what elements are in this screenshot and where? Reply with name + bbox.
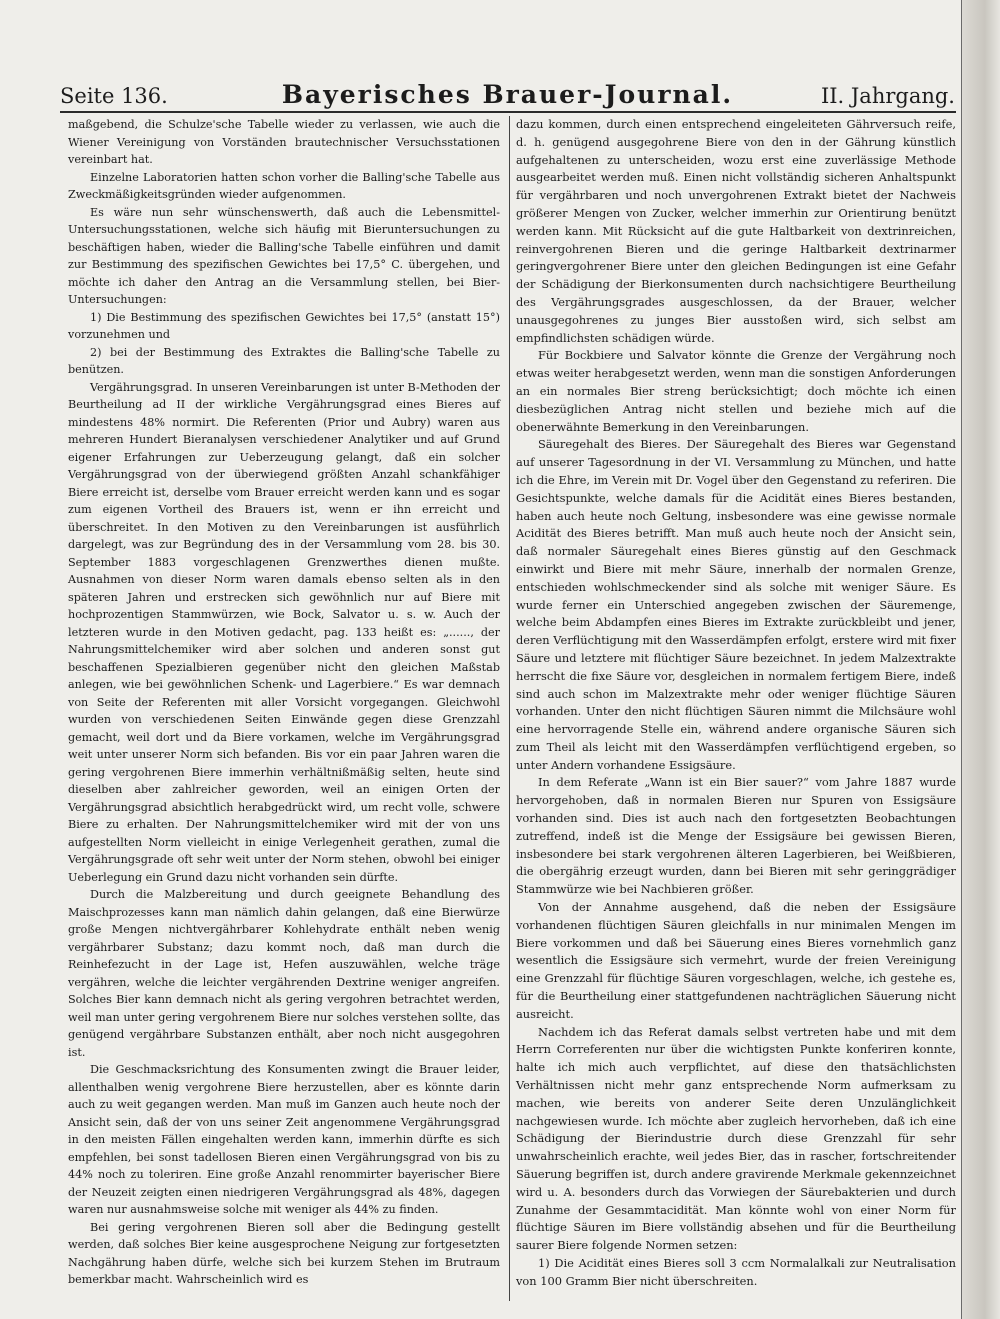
paragraph: Bei gering vergohrenen Bieren soll aber die Bedingung gestellt werden, daß solches Bier keine ausgesprochene Neigung zur fortgesetzten Nachgährung haben dürfe, welche sich bei kurzem Stehen im Brutraum bemerkbar macht. Wahrscheinlich wird es [68, 1220, 500, 1286]
paragraph: 1) Die Bestimmung des spezifischen Gewichtes bei 17,5° (anstatt 15°) vorzunehmen und [68, 310, 500, 341]
paragraph: Die Geschmacksrichtung des Konsumenten zwingt die Brauer leider, allenthalben wenig vergohrene Biere herzustellen, aber es könnte darin auch zu weit gegangen werden. Man muß im Ganzen auch heute noch der Ansicht sein, daß der von uns seiner Zeit angenommene Vergährungsgrad in den meisten Fällen eingehalten werden kann, immerhin dürfte es sich empfehlen, bei sonst tadellosen Bieren einen Vergährungsgrad von bis zu 44% noch zu toleriren. Eine große Anzahl renommirter bayerischer Biere der Neuzeit zeigten einen niedrigeren Vergährungsgrad als 48%, dagegen waren nur ausnahmsweise solche mit weniger als 44% zu finden. [68, 1063, 500, 1216]
journal-title: Bayerisches Brauer-Journal. [281, 80, 734, 109]
paragraph: Einzelne Laboratorien hatten schon vorher die Balling'sche Tabelle aus Zweckmäßigkeitsgründen wieder aufgenommen. [68, 170, 500, 201]
paragraph: 1) Die Acidität eines Bieres soll 3 ccm Normalalkali zur Neutralisation von 100 Gramm Bier nicht überschreiten. [516, 1256, 956, 1288]
paragraph: 2) bei der Bestimmung des Extraktes die Balling'sche Tabelle zu benützen. [68, 345, 500, 376]
header-rule [60, 111, 956, 113]
left-column [68, 116, 500, 1289]
page-number: Seite 136. [60, 84, 168, 108]
paragraph: In dem Referate „Wann ist ein Bier sauer?“ vom Jahre 1887 wurde hervorgehoben, daß in normalen Bieren nur Spuren von Essigsäure vorhanden sind. Dies ist auch nach den fortgesetzten Beobachtungen zutreffend, indeß ist die Menge der Essigsäure bei gewissen Bieren, insbesondere bei stark vergohrenen älteren Lagerbieren, bei Weißbieren, die obergährig erzeugt wurden, dann bei Bieren mit sehr geringgrädiger Stammwürze wie bei Nachbieren größer. [516, 775, 956, 897]
right-column [516, 116, 956, 1291]
column-divider [509, 116, 510, 1301]
paragraph: Durch die Malzbereitung und durch geeignete Behandlung des Maischprozesses kann man nämlich dahin gelangen, daß eine Bierwürze große Mengen nichtvergährbarer Kohlehydrate enthält neben wenig vergährbarer Substanz; dazu kommt noch, daß man durch die Reinhefezucht in der Lage ist, Hefen auszuwählen, welche träge vergähren, welche die leichter vergährenden Dextrine weniger angreifen. Solches Bier kann demnach nicht als gering vergohren betrachtet werden, weil man unter gering vergohrenem Biere nur solches verstehen sollte, das genügend vergährbare Substanzen enthält, aber noch nicht ausgegohren ist. [68, 888, 500, 1059]
paragraph: maßgebend, die Schulze'sche Tabelle wieder zu verlassen, wie auch die Wiener Vereinigung von Vorständen brautechnischer Versuchsstationen vereinbart hat. [68, 118, 500, 166]
paragraph: Es wäre nun sehr wünschenswerth, daß auch die Lebensmittel-Untersuchungsstationen, welche sich häufig mit Bieruntersuchungen zu beschäftigen haben, wieder die Balling'sche Tabelle einführen und damit zur Bestimmung des spezifischen Gewichtes bei 17,5° C. übergehen, und möchte ich daher den Antrag an die Versammlung stellen, bei Bier-Untersuchungen: [68, 205, 500, 306]
paragraph: Von der Annahme ausgehend, daß die neben der Essigsäure vorhandenen flüchtigen Säuren gleichfalls in nur minimalen Mengen im Biere vorkommen und daß bei Säuerung eines Bieres vornehmlich ganz wesentlich die Essigsäure sich vermehrt, wurde der freien Vereinigung eine Grenzzahl für flüchtige Säuren vorgeschlagen, welche, ich gestehe es, für die Beurtheilung einer stattgefundenen nachträglichen Säuerung nicht ausreicht. [516, 900, 956, 1021]
paragraph: Für Bockbiere und Salvator könnte die Grenze der Vergährung noch etwas weiter herabgesetzt werden, wenn man die sonstigen Anforderungen an ein normales Bier streng berücksichtigt; doch möchte ich einen diesbezüglichen Antrag nicht stellen und beziehe mich auf die obenerwähnte Bemerkung in den Vereinbarungen. [516, 348, 956, 434]
page-header [60, 80, 955, 110]
volume-label: II. Jahrgang. [820, 84, 955, 108]
paragraph: Vergährungsgrad. In unseren Vereinbarungen ist unter B-Methoden der Beurtheilung ad II der wirkliche Vergährungsgrad eines Bieres auf mindestens 48% normirt. Die Referenten (Prior und Aubry) waren aus mehreren Hundert Bieranalysen verschiedener Analytiker und auf Grund eigener Erfahrungen zur Ueberzeugung gelangt, daß ein solcher Vergährungsgrad von der überwiegend größten Anzahl schankfähiger Biere erreicht ist, derselbe vom Brauer erreicht werden kann und es sogar zum eigenen Vortheil des Brauers ist, wenn er ihn erreicht und überschreitet. In den Motiven zu den Vereinbarungen ist ausführlich dargelegt, was zur Begründung des in der Versammlung vom 28. bis 30. September 1883 vorgeschlagenen Grenzwerthes dienen mußte. Ausnahmen von dieser Norm waren damals ebenso selten als in den späteren Jahren und erstrecken sich gewöhnlich nur auf Biere mit hochprozentigen Stammwürzen, wie Bock, Salvator u. s. w. Auch der letzteren wurde in den Motiven gedacht, pag. 133 heißt es: „......, der Nahrungsmittelchemiker wird aber solchen und anderen sonst gut beschaffenen Spezialbieren gegenüber nicht den gleichen Maßstab anlegen, wie bei gewöhnlichen Schenk- und Lagerbiere.“ Es war demnach von Seite der Referenten mit aller Vorsicht vorgegangen. Gleichwohl wurden von verschiedenen Seiten Einwände gegen diese Grenzzahl gemacht, weil dort und da Biere vorkamen, welche im Vergährungsgrad weit unter unserer Norm sich befanden. Bis vor ein paar Jahren waren die gering vergohrenen Biere immerhin verhältnißmäßig selten, heute sind dieselben aber zahlreicher geworden, weil an einigen Orten der Vergährungsgrad absichtlich herabgedrückt wird, um recht volle, schwere Biere zu erhalten. Der Nahrungsmittelchemiker wird mit der von uns aufgestellten Norm vielleicht in einige Verlegenheit gerathen, zumal die Vergährungsgrade oft sehr weit unter der Norm stehen, obwohl bei einiger Ueberlegung ein Grund dazu nicht vorhanden sein dürfte. [68, 380, 500, 884]
paragraph: dazu kommen, durch einen entsprechend eingeleiteten Gährversuch reife, d. h. genügend ausgegohrene Biere von den in der Gährung künstlich aufgehaltenen zu unterscheiden, wozu erst eine zuverlässige Methode ausgearbeitet werden muß. Einen nicht vollständig sicheren Anhaltspunkt für vergährbaren und noch unvergohrenen Extrakt bietet der Nachweis größerer Mengen von Zucker, welcher immerhin zur Orientirung benützt werden kann. Mit Rücksicht auf die gute Haltbarkeit von dextrinreichen, reinvergohrenen Bieren und die geringe Haltbarkeit dextrinarmer geringvergohrener Biere unter den gleichen Bedingungen ist eine Gefahr der Schädigung der Bierkonsumenten durch nachsichtigere Beurtheilung des Vergährungsgrades ausgeschlossen, da der Brauer, welcher unausgegohrenes zu junges Bier ausstoßen wird, sich selbst am empfindlichsten schädigen würde. [516, 117, 956, 345]
page-edge-shadow [962, 0, 1000, 1319]
paragraph: Nachdem ich das Referat damals selbst vertreten habe und mit dem Herrn Correferenten nur über die wichtigsten Punkte konferiren konnte, halte ich mich auch verpflichtet, auf diese den thatsächlichsten Verhältnissen nicht mehr ganz entsprechende Norm aufmerksam zu machen, wie bereits von anderer Seite deren Unzulänglichkeit nachgewiesen wurde. Ich möchte aber zugleich hervorheben, daß ich eine Schädigung der Bierindustrie durch diese Grenzzahl für sehr unwahrscheinlich erachte, weil jedes Bier, das in rascher, fortschreitender Säuerung begriffen ist, durch andere gravirende Merkmale gekennzeichnet wird u. A. besonders durch das Vorwiegen der Säurebakterien und durch Zunahme der Gesammtacidität. Man könnte wohl von einer Norm für flüchtige Säuren im Biere vollständig absehen und für die Beurtheilung saurer Biere folgende Normen setzen: [516, 1024, 956, 1253]
paragraph: Säuregehalt des Bieres. Der Säuregehalt des Bieres war Gegenstand auf unserer Tagesordnung in der VI. Versammlung zu München, und hatte ich die Ehre, im Verein mit Dr. Vogel über den Gegenstand zu referiren. Die Gesichtspunkte, welche damals für die Acidität eines Bieres bestanden, haben auch heute noch Geltung, insbesondere was eine gewisse normale Acidität des Bieres betrifft. Man muß auch heute noch der Ansicht sein, daß normaler Säuregehalt eines Bieres günstig auf den Geschmack einwirkt und Biere mit mehr Säure, innerhalb der normalen Grenze, entschieden wohlschmeckender sind als solche mit weniger Säure. Es wurde ferner ein Unterschied angegeben zwischen der Säuremenge, welche beim Abdampfen eines Bieres im Extrakte zurückbleibt und jener, deren Verflüchtigung mit den Wasserdämpfen erfolgt, erstere wird mit fixer Säure und letztere mit flüchtiger Säure bezeichnet. In jedem Malzextrakte herrscht die fixe Säure vor, desgleichen in normalem fertigem Biere, indeß sind auch schon im Malzextrakte mehr oder weniger flüchtige Säuren vorhanden. Unter den nicht flüchtigen Säuren nimmt die Milchsäure wohl eine hervorragende Stelle ein, während andere organische Säuren sich zum Theil als leicht mit den Wasserdämpfen verflüchtigend ergeben, so unter Andern vorhandene Essigsäure. [516, 437, 956, 772]
